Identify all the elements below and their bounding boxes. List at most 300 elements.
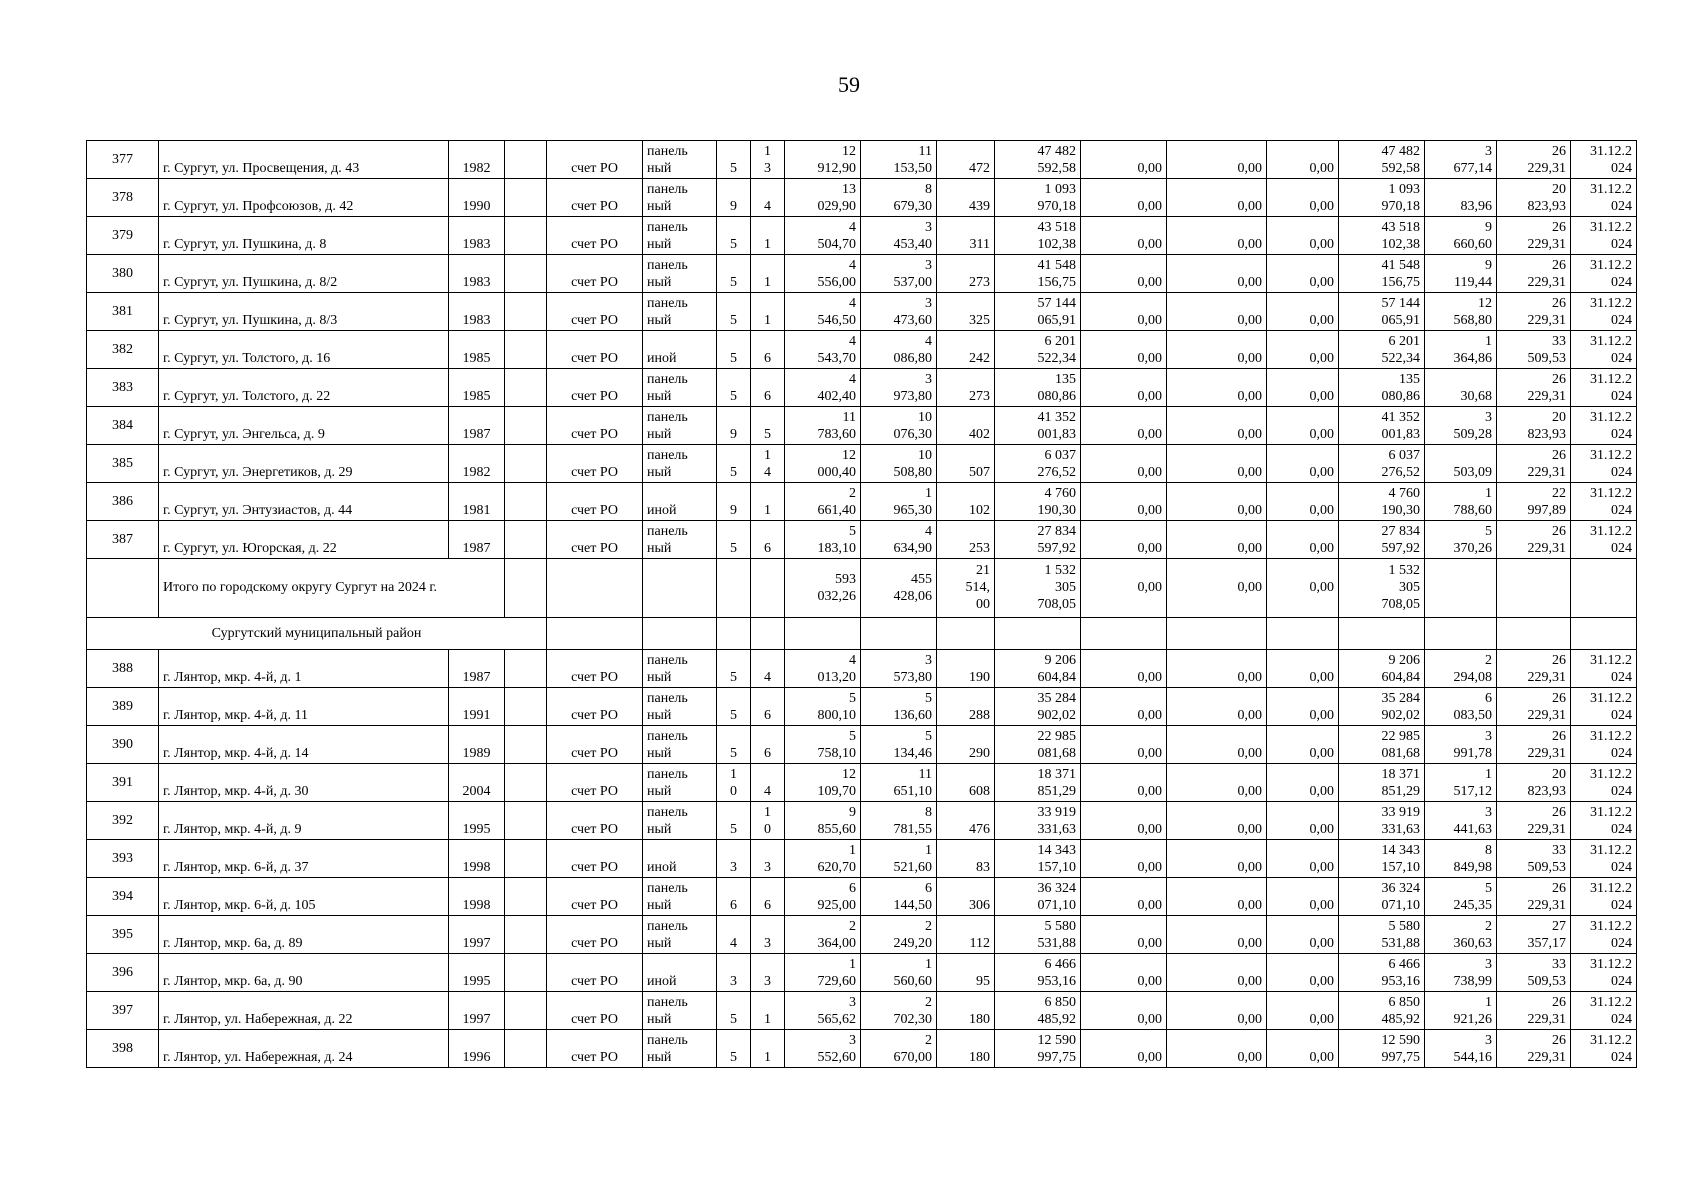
- cost-fund-cell: 0,00: [1081, 650, 1167, 688]
- address-cell: г. Лянтор, мкр. 4-й, д. 14: [159, 726, 449, 764]
- limit-cost-cell: 33 509,53: [1497, 954, 1571, 992]
- cost-total-cell: 12 590 997,75: [995, 1030, 1081, 1068]
- row-number: 392: [87, 802, 159, 840]
- cost-owners-cell: 43 518 102,38: [1339, 217, 1425, 255]
- cost-total-cell: 33 919 331,63: [995, 802, 1081, 840]
- rows-district: [87, 650, 1637, 1068]
- deadline-cell: 31.12.2 024: [1571, 255, 1637, 293]
- cost-region-cell: 0,00: [1167, 802, 1267, 840]
- year-cell: 1987: [449, 650, 505, 688]
- cost-region-cell: 0,00: [1167, 217, 1267, 255]
- row-number: 382: [87, 331, 159, 369]
- specific-cost-cell: 6 083,50: [1425, 688, 1497, 726]
- row-number: 384: [87, 407, 159, 445]
- cost-region-cell: 0,00: [1167, 840, 1267, 878]
- residents-cell: 472: [937, 141, 995, 179]
- specific-cost-cell: 1 364,86: [1425, 331, 1497, 369]
- total-c3: 0,00: [1267, 559, 1339, 618]
- area-total-cell: 5 758,10: [785, 726, 861, 764]
- cost-fund-cell: 0,00: [1081, 293, 1167, 331]
- cost-municipal-cell: 0,00: [1267, 331, 1339, 369]
- limit-cost-cell: 33 509,53: [1497, 840, 1571, 878]
- address-cell: г. Лянтор, ул. Набережная, д. 24: [159, 1030, 449, 1068]
- residents-cell: 608: [937, 764, 995, 802]
- cost-fund-cell: 0,00: [1081, 369, 1167, 407]
- area-total-cell: 4 402,40: [785, 369, 861, 407]
- table-row: [87, 293, 1637, 331]
- address-cell: г. Лянтор, мкр. 6а, д. 89: [159, 916, 449, 954]
- table-row: [87, 331, 1637, 369]
- wall-material-cell: иной: [643, 331, 717, 369]
- specific-cost-cell: 3 441,63: [1425, 802, 1497, 840]
- entrances-cell: 5: [751, 407, 785, 445]
- wall-material-cell: панель ный: [643, 1030, 717, 1068]
- residents-cell: 476: [937, 802, 995, 840]
- specific-cost-cell: 5 370,26: [1425, 521, 1497, 559]
- year-cell: 1981: [449, 483, 505, 521]
- specific-cost-cell: 503,09: [1425, 445, 1497, 483]
- funding-source-cell: счет РО: [547, 445, 643, 483]
- entrances-cell: 1: [751, 217, 785, 255]
- table-row: [87, 141, 1637, 179]
- floors-cell: 4: [717, 916, 751, 954]
- table-row: [87, 650, 1637, 688]
- deadline-cell: 31.12.2 024: [1571, 954, 1637, 992]
- residents-cell: 112: [937, 916, 995, 954]
- cost-owners-cell: 57 144 065,91: [1339, 293, 1425, 331]
- floors-cell: 5: [717, 445, 751, 483]
- cost-fund-cell: 0,00: [1081, 726, 1167, 764]
- row-number: 395: [87, 916, 159, 954]
- year-cell: 1997: [449, 916, 505, 954]
- specific-cost-cell: 3 991,78: [1425, 726, 1497, 764]
- area-living-cell: 11 153,50: [861, 141, 937, 179]
- area-living-cell: 8 679,30: [861, 179, 937, 217]
- floors-cell: 5: [717, 331, 751, 369]
- year-cell: 1983: [449, 255, 505, 293]
- area-living-cell: 2 702,30: [861, 992, 937, 1030]
- table-row: [87, 878, 1637, 916]
- specific-cost-cell: 3 509,28: [1425, 407, 1497, 445]
- cost-total-cell: 6 201 522,34: [995, 331, 1081, 369]
- address-cell: г. Сургут, ул. Пушкина, д. 8: [159, 217, 449, 255]
- cost-municipal-cell: 0,00: [1267, 650, 1339, 688]
- cost-municipal-cell: 0,00: [1267, 992, 1339, 1030]
- cost-owners-cell: 27 834 597,92: [1339, 521, 1425, 559]
- row-number: 386: [87, 483, 159, 521]
- deadline-cell: 31.12.2 024: [1571, 1030, 1637, 1068]
- residents-cell: 180: [937, 1030, 995, 1068]
- cost-total-cell: 22 985 081,68: [995, 726, 1081, 764]
- floors-cell: 5: [717, 141, 751, 179]
- funding-source-cell: счет РО: [547, 802, 643, 840]
- address-cell: г. Сургут, ул. Пушкина, д. 8/3: [159, 293, 449, 331]
- cost-owners-cell: 14 343 157,10: [1339, 840, 1425, 878]
- limit-cost-cell: 26 229,31: [1497, 726, 1571, 764]
- entrances-cell: 3: [751, 954, 785, 992]
- residents-cell: 402: [937, 407, 995, 445]
- address-cell: г. Сургут, ул. Просвещения, д. 43: [159, 141, 449, 179]
- cost-total-cell: 135 080,86: [995, 369, 1081, 407]
- wall-material-cell: панель ный: [643, 916, 717, 954]
- area-living-cell: 3 453,40: [861, 217, 937, 255]
- entrances-cell: 3: [751, 916, 785, 954]
- wall-material-cell: панель ный: [643, 369, 717, 407]
- limit-cost-cell: 26 229,31: [1497, 445, 1571, 483]
- year-cell: 1985: [449, 331, 505, 369]
- wall-material-cell: панель ный: [643, 726, 717, 764]
- wall-material-cell: иной: [643, 840, 717, 878]
- limit-cost-cell: 20 823,93: [1497, 179, 1571, 217]
- wall-material-cell: панель ный: [643, 255, 717, 293]
- houses-table: [86, 140, 1637, 1068]
- cost-owners-cell: 35 284 902,02: [1339, 688, 1425, 726]
- table-row: [87, 992, 1637, 1030]
- deadline-cell: 31.12.2 024: [1571, 179, 1637, 217]
- floors-cell: 5: [717, 1030, 751, 1068]
- cost-region-cell: 0,00: [1167, 331, 1267, 369]
- year-cell: 1983: [449, 293, 505, 331]
- address-cell: г. Лянтор, мкр. 4-й, д. 11: [159, 688, 449, 726]
- page-number: 59: [838, 72, 860, 97]
- year-cell: 1991: [449, 688, 505, 726]
- total-cost-total: 1 532 305 708,05: [995, 559, 1081, 618]
- entrances-cell: 4: [751, 650, 785, 688]
- specific-cost-cell: 1 517,12: [1425, 764, 1497, 802]
- row-number: 396: [87, 954, 159, 992]
- area-living-cell: 10 076,30: [861, 407, 937, 445]
- year-cell: 1983: [449, 217, 505, 255]
- entrances-cell: 1: [751, 255, 785, 293]
- row-number: 378: [87, 179, 159, 217]
- table-row: [87, 407, 1637, 445]
- cost-total-cell: 43 518 102,38: [995, 217, 1081, 255]
- row-number: 377: [87, 141, 159, 179]
- specific-cost-cell: 3 738,99: [1425, 954, 1497, 992]
- cost-total-cell: 36 324 071,10: [995, 878, 1081, 916]
- area-total-cell: 2 364,00: [785, 916, 861, 954]
- cost-fund-cell: 0,00: [1081, 521, 1167, 559]
- area-living-cell: 3 573,80: [861, 650, 937, 688]
- specific-cost-cell: 8 849,98: [1425, 840, 1497, 878]
- address-cell: г. Сургут, ул. Энгельса, д. 9: [159, 407, 449, 445]
- specific-cost-cell: 12 568,80: [1425, 293, 1497, 331]
- cost-total-cell: 6 466 953,16: [995, 954, 1081, 992]
- year-cell: 1987: [449, 521, 505, 559]
- cost-municipal-cell: 0,00: [1267, 688, 1339, 726]
- area-total-cell: 1 729,60: [785, 954, 861, 992]
- funding-source-cell: счет РО: [547, 954, 643, 992]
- area-total-cell: 4 556,00: [785, 255, 861, 293]
- cost-owners-cell: 135 080,86: [1339, 369, 1425, 407]
- wall-material-cell: панель ный: [643, 445, 717, 483]
- floors-cell: 5: [717, 521, 751, 559]
- cost-municipal-cell: 0,00: [1267, 369, 1339, 407]
- table-row: [87, 840, 1637, 878]
- area-living-cell: 2 249,20: [861, 916, 937, 954]
- cost-owners-cell: 5 580 531,88: [1339, 916, 1425, 954]
- entrances-cell: 1: [751, 992, 785, 1030]
- table-row: [87, 916, 1637, 954]
- year-cell: 1987: [449, 407, 505, 445]
- table-row: [87, 255, 1637, 293]
- cost-fund-cell: 0,00: [1081, 255, 1167, 293]
- address-cell: г. Лянтор, мкр. 4-й, д. 30: [159, 764, 449, 802]
- table-row: [87, 688, 1637, 726]
- cost-fund-cell: 0,00: [1081, 407, 1167, 445]
- limit-cost-cell: 26 229,31: [1497, 217, 1571, 255]
- floors-cell: 5: [717, 688, 751, 726]
- floors-cell: 5: [717, 293, 751, 331]
- year-cell: 1996: [449, 1030, 505, 1068]
- year-cell: 1985: [449, 369, 505, 407]
- limit-cost-cell: 26 229,31: [1497, 878, 1571, 916]
- specific-cost-cell: 30,68: [1425, 369, 1497, 407]
- floors-cell: 9: [717, 483, 751, 521]
- area-living-cell: 3 473,60: [861, 293, 937, 331]
- wall-material-cell: иной: [643, 954, 717, 992]
- cost-total-cell: 4 760 190,30: [995, 483, 1081, 521]
- area-living-cell: 6 144,50: [861, 878, 937, 916]
- funding-source-cell: счет РО: [547, 764, 643, 802]
- funding-source-cell: счет РО: [547, 179, 643, 217]
- cost-owners-cell: 12 590 997,75: [1339, 1030, 1425, 1068]
- table-row: [87, 445, 1637, 483]
- area-total-cell: 11 783,60: [785, 407, 861, 445]
- residents-cell: 290: [937, 726, 995, 764]
- cost-total-cell: 47 482 592,58: [995, 141, 1081, 179]
- area-total-cell: 12 000,40: [785, 445, 861, 483]
- funding-source-cell: счет РО: [547, 483, 643, 521]
- deadline-cell: 31.12.2 024: [1571, 878, 1637, 916]
- funding-source-cell: счет РО: [547, 255, 643, 293]
- table-row: [87, 521, 1637, 559]
- deadline-cell: 31.12.2 024: [1571, 141, 1637, 179]
- floors-cell: 3: [717, 840, 751, 878]
- entrances-cell: 1 4: [751, 445, 785, 483]
- deadline-cell: 31.12.2 024: [1571, 293, 1637, 331]
- address-cell: г. Лянтор, мкр. 4-й, д. 1: [159, 650, 449, 688]
- table-row: [87, 802, 1637, 840]
- wall-material-cell: панель ный: [643, 407, 717, 445]
- cost-owners-cell: 1 093 970,18: [1339, 179, 1425, 217]
- residents-cell: 325: [937, 293, 995, 331]
- row-number: 385: [87, 445, 159, 483]
- cost-owners-cell: 41 548 156,75: [1339, 255, 1425, 293]
- address-cell: г. Лянтор, мкр. 6а, д. 90: [159, 954, 449, 992]
- area-living-cell: 5 136,60: [861, 688, 937, 726]
- limit-cost-cell: 26 229,31: [1497, 802, 1571, 840]
- cost-total-cell: 1 093 970,18: [995, 179, 1081, 217]
- cost-region-cell: 0,00: [1167, 407, 1267, 445]
- area-total-cell: 1 620,70: [785, 840, 861, 878]
- wall-material-cell: панель ный: [643, 179, 717, 217]
- cost-region-cell: 0,00: [1167, 141, 1267, 179]
- cost-region-cell: 0,00: [1167, 521, 1267, 559]
- floors-cell: 1 0: [717, 764, 751, 802]
- residents-cell: 311: [937, 217, 995, 255]
- residents-cell: 439: [937, 179, 995, 217]
- area-total-cell: 3 552,60: [785, 1030, 861, 1068]
- cost-municipal-cell: 0,00: [1267, 141, 1339, 179]
- area-total-cell: 5 800,10: [785, 688, 861, 726]
- area-total-cell: 2 661,40: [785, 483, 861, 521]
- residents-cell: 306: [937, 878, 995, 916]
- cost-fund-cell: 0,00: [1081, 217, 1167, 255]
- funding-source-cell: счет РО: [547, 407, 643, 445]
- entrances-cell: 6: [751, 726, 785, 764]
- limit-cost-cell: 33 509,53: [1497, 331, 1571, 369]
- district-label: Сургутский муниципальный район: [87, 618, 547, 650]
- cost-fund-cell: 0,00: [1081, 331, 1167, 369]
- table-row: [87, 954, 1637, 992]
- area-living-cell: 4 634,90: [861, 521, 937, 559]
- wall-material-cell: панель ный: [643, 293, 717, 331]
- cost-municipal-cell: 0,00: [1267, 445, 1339, 483]
- cost-total-cell: 35 284 902,02: [995, 688, 1081, 726]
- cost-total-cell: 6 850 485,92: [995, 992, 1081, 1030]
- area-total-cell: 4 546,50: [785, 293, 861, 331]
- entrances-cell: 4: [751, 764, 785, 802]
- funding-source-cell: счет РО: [547, 688, 643, 726]
- entrances-cell: 1 3: [751, 141, 785, 179]
- deadline-cell: 31.12.2 024: [1571, 764, 1637, 802]
- residents-cell: 273: [937, 255, 995, 293]
- specific-cost-cell: 3 544,16: [1425, 1030, 1497, 1068]
- cost-fund-cell: 0,00: [1081, 802, 1167, 840]
- row-number: 380: [87, 255, 159, 293]
- limit-cost-cell: 26 229,31: [1497, 650, 1571, 688]
- entrances-cell: 6: [751, 521, 785, 559]
- address-cell: г. Сургут, ул. Толстого, д. 22: [159, 369, 449, 407]
- total-residents: 21 514, 00: [937, 559, 995, 618]
- cost-owners-cell: 22 985 081,68: [1339, 726, 1425, 764]
- area-total-cell: 6 925,00: [785, 878, 861, 916]
- floors-cell: 6: [717, 878, 751, 916]
- cost-region-cell: 0,00: [1167, 445, 1267, 483]
- entrances-cell: 4: [751, 179, 785, 217]
- floors-cell: 9: [717, 179, 751, 217]
- specific-cost-cell: 1 788,60: [1425, 483, 1497, 521]
- year-cell: 1997: [449, 992, 505, 1030]
- deadline-cell: 31.12.2 024: [1571, 650, 1637, 688]
- area-total-cell: 3 565,62: [785, 992, 861, 1030]
- entrances-cell: 6: [751, 331, 785, 369]
- cost-owners-cell: 6 850 485,92: [1339, 992, 1425, 1030]
- area-living-cell: 3 537,00: [861, 255, 937, 293]
- cost-fund-cell: 0,00: [1081, 483, 1167, 521]
- year-cell: 1982: [449, 445, 505, 483]
- wall-material-cell: панель ный: [643, 521, 717, 559]
- cost-total-cell: 57 144 065,91: [995, 293, 1081, 331]
- cost-region-cell: 0,00: [1167, 688, 1267, 726]
- area-living-cell: 4 086,80: [861, 331, 937, 369]
- cost-fund-cell: 0,00: [1081, 179, 1167, 217]
- cost-owners-cell: 4 760 190,30: [1339, 483, 1425, 521]
- row-number: 383: [87, 369, 159, 407]
- area-living-cell: 10 508,80: [861, 445, 937, 483]
- wall-material-cell: иной: [643, 483, 717, 521]
- cost-municipal-cell: 0,00: [1267, 255, 1339, 293]
- deadline-cell: 31.12.2 024: [1571, 407, 1637, 445]
- limit-cost-cell: 20 823,93: [1497, 764, 1571, 802]
- area-living-cell: 11 651,10: [861, 764, 937, 802]
- cost-fund-cell: 0,00: [1081, 878, 1167, 916]
- cost-fund-cell: 0,00: [1081, 445, 1167, 483]
- specific-cost-cell: 2 360,63: [1425, 916, 1497, 954]
- funding-source-cell: счет РО: [547, 726, 643, 764]
- funding-source-cell: счет РО: [547, 916, 643, 954]
- floors-cell: 5: [717, 650, 751, 688]
- limit-cost-cell: 26 229,31: [1497, 255, 1571, 293]
- address-cell: г. Сургут, ул. Югорская, д. 22: [159, 521, 449, 559]
- wall-material-cell: панель ный: [643, 764, 717, 802]
- limit-cost-cell: 27 357,17: [1497, 916, 1571, 954]
- area-total-cell: 4 504,70: [785, 217, 861, 255]
- wall-material-cell: панель ный: [643, 878, 717, 916]
- cost-municipal-cell: 0,00: [1267, 293, 1339, 331]
- year-cell: 1989: [449, 726, 505, 764]
- cost-region-cell: 0,00: [1167, 650, 1267, 688]
- cost-total-cell: 41 548 156,75: [995, 255, 1081, 293]
- cost-fund-cell: 0,00: [1081, 916, 1167, 954]
- cost-municipal-cell: 0,00: [1267, 878, 1339, 916]
- deadline-cell: 31.12.2 024: [1571, 992, 1637, 1030]
- floors-cell: 3: [717, 954, 751, 992]
- cost-owners-cell: 33 919 331,63: [1339, 802, 1425, 840]
- deadline-cell: 31.12.2 024: [1571, 521, 1637, 559]
- total-c2: 0,00: [1167, 559, 1267, 618]
- row-number: 397: [87, 992, 159, 1030]
- cost-fund-cell: 0,00: [1081, 688, 1167, 726]
- year-cell: 1995: [449, 954, 505, 992]
- wall-material-cell: панель ный: [643, 992, 717, 1030]
- specific-cost-cell: 3 677,14: [1425, 141, 1497, 179]
- cost-fund-cell: 0,00: [1081, 840, 1167, 878]
- residents-cell: 83: [937, 840, 995, 878]
- area-living-cell: 1 560,60: [861, 954, 937, 992]
- area-living-cell: 1 965,30: [861, 483, 937, 521]
- row-number: 394: [87, 878, 159, 916]
- cost-total-cell: 41 352 001,83: [995, 407, 1081, 445]
- area-living-cell: 1 521,60: [861, 840, 937, 878]
- cost-municipal-cell: 0,00: [1267, 802, 1339, 840]
- floors-cell: 5: [717, 255, 751, 293]
- row-number: 387: [87, 521, 159, 559]
- total-row: [87, 559, 1637, 618]
- specific-cost-cell: 9 119,44: [1425, 255, 1497, 293]
- funding-source-cell: счет РО: [547, 992, 643, 1030]
- cost-total-cell: 5 580 531,88: [995, 916, 1081, 954]
- wall-material-cell: панель ный: [643, 802, 717, 840]
- cost-municipal-cell: 0,00: [1267, 916, 1339, 954]
- specific-cost-cell: 2 294,08: [1425, 650, 1497, 688]
- deadline-cell: 31.12.2 024: [1571, 802, 1637, 840]
- row-number: 390: [87, 726, 159, 764]
- residents-cell: 190: [937, 650, 995, 688]
- address-cell: г. Лянтор, мкр. 6-й, д. 37: [159, 840, 449, 878]
- row-number: 398: [87, 1030, 159, 1068]
- area-total-cell: 12 109,70: [785, 764, 861, 802]
- total-c1: 0,00: [1081, 559, 1167, 618]
- limit-cost-cell: 26 229,31: [1497, 1030, 1571, 1068]
- cost-fund-cell: 0,00: [1081, 764, 1167, 802]
- cost-municipal-cell: 0,00: [1267, 217, 1339, 255]
- address-cell: г. Сургут, ул. Энергетиков, д. 29: [159, 445, 449, 483]
- funding-source-cell: счет РО: [547, 521, 643, 559]
- limit-cost-cell: 26 229,31: [1497, 293, 1571, 331]
- cost-owners-cell: 36 324 071,10: [1339, 878, 1425, 916]
